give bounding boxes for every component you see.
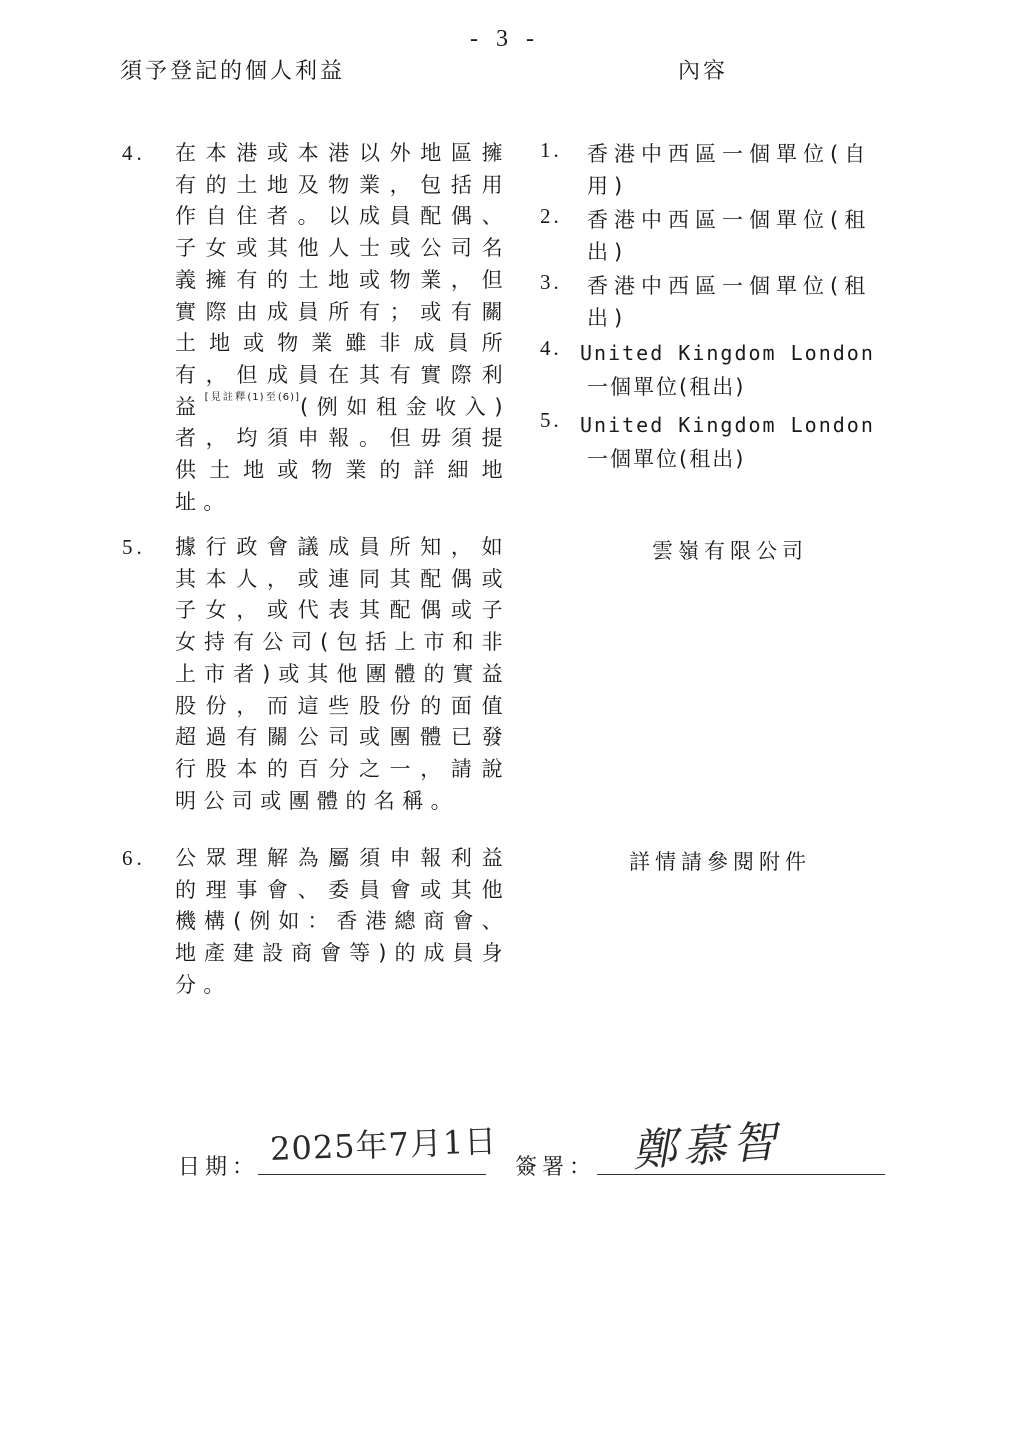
content-item-4: 4. United Kingdom London 一個單位(租出)	[540, 336, 875, 399]
section-5-content: 雲嶺有限公司	[652, 539, 808, 563]
content-item-2: 2. 香港中西區一個單位(租出)	[540, 204, 872, 264]
content-item-1: 1. 香港中西區一個單位(自用)	[540, 138, 872, 198]
section-4-text: 在本港或本港以外地區擁有的土地及物業，包括用作自住者。以成員配偶、子女或其他人士或公司名義擁有的土地或物業，但實際由成員所有；或有關土地或物業雖非成員所有，但成員在其有實際利益[見註釋(1)至(6)](例如租金收入)者，均須申報。但毋須提供土地或物業的詳細地址。	[175, 141, 510, 514]
content-item-3: 3. 香港中西區一個單位(租出)	[540, 270, 872, 330]
section-6-content: 詳情請參閱附件	[629, 850, 811, 874]
date-label: 日期：	[178, 1155, 260, 1180]
date-line	[258, 1174, 486, 1175]
section-6-number: 6.	[122, 846, 146, 870]
column-header-interests: 須予登記的個人利益	[120, 59, 346, 84]
date-value: 2025年7月1日	[269, 1122, 498, 1168]
section-5-number: 5.	[122, 535, 146, 559]
content-item-5: 5. United Kingdom London 一個單位(租出)	[540, 408, 875, 471]
sign-label: 簽署：	[515, 1155, 597, 1180]
section-4-number: 4.	[122, 141, 146, 165]
section-6-text: 公眾理解為屬須申報利益的理事會、委員會或其他機構(例如：香港總商會、地產建設商會等)的成員身分。	[175, 846, 510, 997]
section-5-text: 據行政會議成員所知，如其本人，或連同其配偶或子女，或代表其配偶或子女持有公司(包括上市和非上市者)或其他團體的實益股份，而這些股份的面值超過有關公司或團體已發行股本的百分之一，請說明公司或團體的名稱。	[175, 535, 510, 813]
signature: 鄭慕智	[630, 1115, 784, 1178]
page-number: - 3 -	[470, 26, 540, 52]
column-header-content: 內容	[678, 59, 729, 84]
section-4-note: [見註釋(1)至(6)]	[204, 391, 300, 403]
